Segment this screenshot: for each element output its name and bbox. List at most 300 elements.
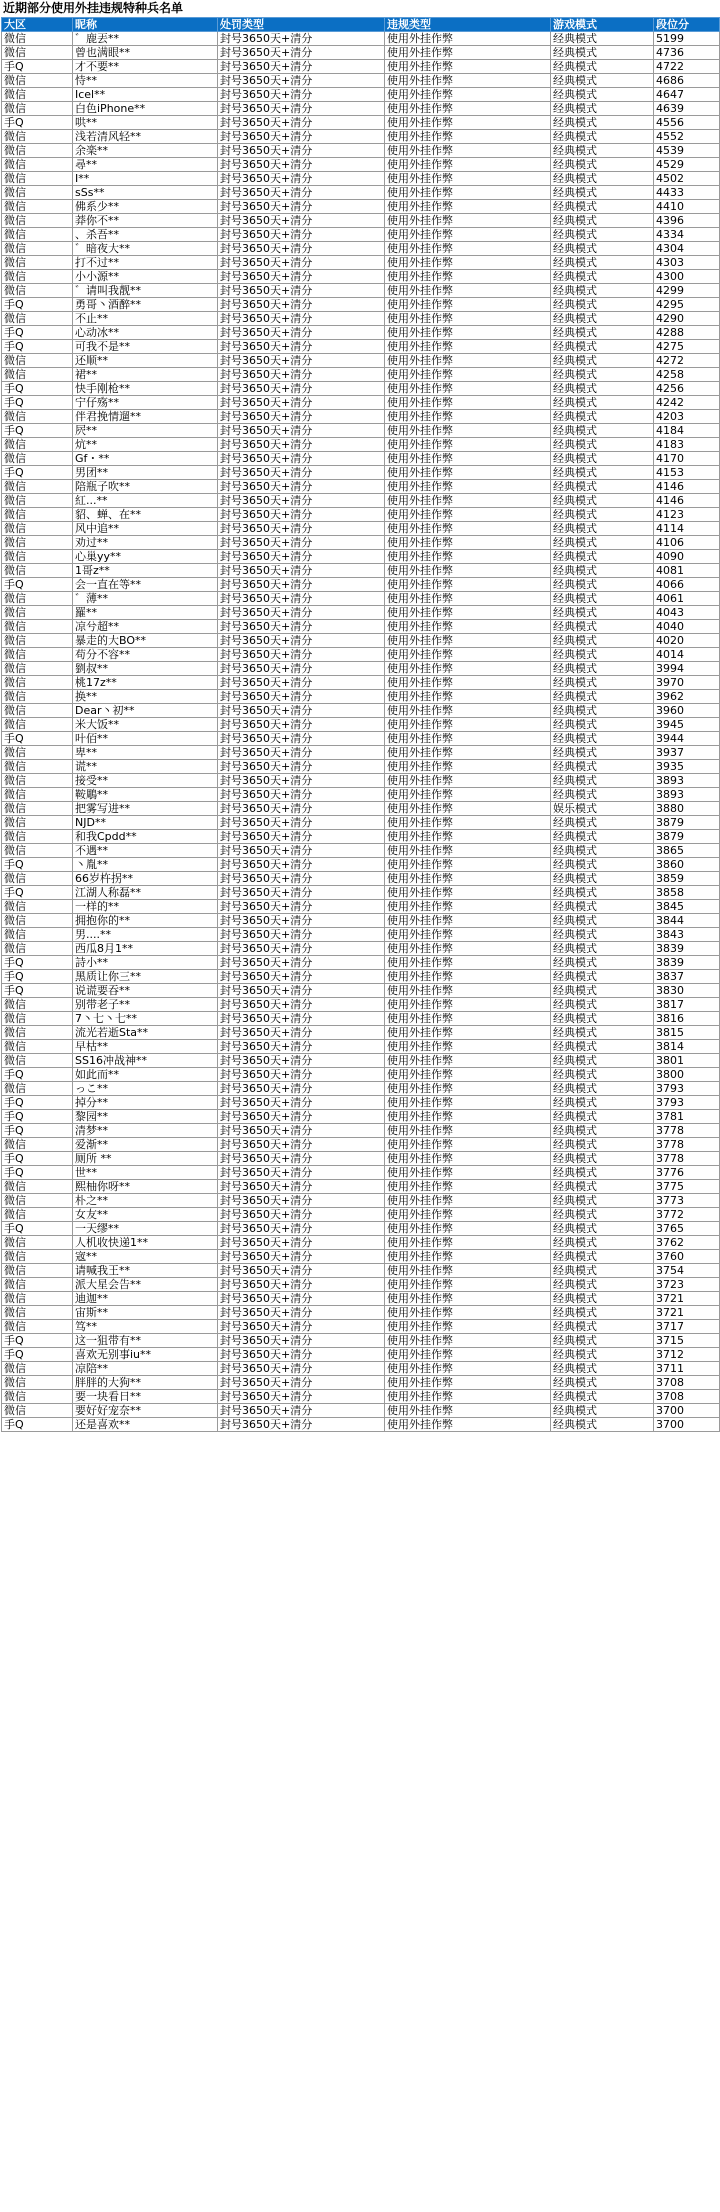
table-row	[2, 158, 720, 172]
game-mode-cell: 经典模式	[551, 1320, 654, 1334]
region-cell: 微信	[2, 928, 73, 942]
game-mode-cell: 经典模式	[551, 690, 654, 704]
region-cell: 微信	[2, 74, 73, 88]
game-mode-cell: 经典模式	[551, 452, 654, 466]
header-nickname: 昵称	[73, 18, 218, 32]
violation-type-cell: 使用外挂作弊	[385, 228, 551, 242]
region-cell: 微信	[2, 1194, 73, 1208]
nickname-cell: 要一块看日**	[73, 1390, 218, 1404]
header-region: 大区	[2, 18, 73, 32]
nickname-cell: 风中追**	[73, 522, 218, 536]
violation-type-cell: 使用外挂作弊	[385, 942, 551, 956]
penalty-type-cell: 封号3650天+清分	[218, 578, 385, 592]
penalty-type-cell: 封号3650天+清分	[218, 914, 385, 928]
game-mode-cell: 经典模式	[551, 872, 654, 886]
violation-type-cell: 使用外挂作弊	[385, 1068, 551, 1082]
region-cell: 微信	[2, 802, 73, 816]
violation-type-cell: 使用外挂作弊	[385, 1040, 551, 1054]
nickname-cell: 流光若逝Sta**	[73, 1026, 218, 1040]
penalty-type-cell: 封号3650天+清分	[218, 1376, 385, 1390]
violation-type-cell: 使用外挂作弊	[385, 648, 551, 662]
penalty-type-cell: 封号3650天+清分	[218, 312, 385, 326]
table-row	[2, 774, 720, 788]
penalty-type-cell: 封号3650天+清分	[218, 1278, 385, 1292]
region-cell: 微信	[2, 1376, 73, 1390]
table-row	[2, 1012, 720, 1026]
rank-score-cell: 4552	[654, 130, 720, 144]
violation-type-cell: 使用外挂作弊	[385, 438, 551, 452]
penalty-type-cell: 封号3650天+清分	[218, 1306, 385, 1320]
table-row	[2, 1096, 720, 1110]
rank-score-cell: 4433	[654, 186, 720, 200]
game-mode-cell: 经典模式	[551, 606, 654, 620]
game-mode-cell: 经典模式	[551, 200, 654, 214]
rank-score-cell: 3801	[654, 1054, 720, 1068]
penalty-type-cell: 封号3650天+清分	[218, 74, 385, 88]
nickname-cell: 裙**	[73, 368, 218, 382]
penalty-type-cell: 封号3650天+清分	[218, 998, 385, 1012]
nickname-cell: 莽你不**	[73, 214, 218, 228]
violation-type-cell: 使用外挂作弊	[385, 1334, 551, 1348]
table-row	[2, 46, 720, 60]
penalty-type-cell: 封号3650天+清分	[218, 354, 385, 368]
violation-type-cell: 使用外挂作弊	[385, 578, 551, 592]
table-row	[2, 228, 720, 242]
violation-type-cell: 使用外挂作弊	[385, 522, 551, 536]
penalty-type-cell: 封号3650天+清分	[218, 522, 385, 536]
game-mode-cell: 经典模式	[551, 662, 654, 676]
rank-score-cell: 4146	[654, 494, 720, 508]
violation-type-cell: 使用外挂作弊	[385, 354, 551, 368]
penalty-type-cell: 封号3650天+清分	[218, 802, 385, 816]
nickname-cell: 可我不是**	[73, 340, 218, 354]
nickname-cell: 拥抱你的**	[73, 914, 218, 928]
violation-type-cell: 使用外挂作弊	[385, 1306, 551, 1320]
nickname-cell: 叶佰**	[73, 732, 218, 746]
rank-score-cell: 4242	[654, 396, 720, 410]
nickname-cell: 迪迦**	[73, 1292, 218, 1306]
penalty-type-cell: 封号3650天+清分	[218, 662, 385, 676]
rank-score-cell: 4288	[654, 326, 720, 340]
table-row	[2, 1166, 720, 1180]
game-mode-cell: 经典模式	[551, 704, 654, 718]
rank-score-cell: 4272	[654, 354, 720, 368]
violation-type-cell: 使用外挂作弊	[385, 382, 551, 396]
game-mode-cell: 经典模式	[551, 494, 654, 508]
violation-type-cell: 使用外挂作弊	[385, 1110, 551, 1124]
game-mode-cell: 经典模式	[551, 116, 654, 130]
rank-score-cell: 3778	[654, 1138, 720, 1152]
region-cell: 微信	[2, 1390, 73, 1404]
penalty-type-cell: 封号3650天+清分	[218, 158, 385, 172]
region-cell: 微信	[2, 1362, 73, 1376]
region-cell: 微信	[2, 1082, 73, 1096]
violation-type-cell: 使用外挂作弊	[385, 718, 551, 732]
violation-type-cell: 使用外挂作弊	[385, 620, 551, 634]
region-cell: 手Q	[2, 424, 73, 438]
game-mode-cell: 经典模式	[551, 1138, 654, 1152]
region-cell: 手Q	[2, 578, 73, 592]
nickname-cell: 西瓜8月1**	[73, 942, 218, 956]
nickname-cell: 哄**	[73, 116, 218, 130]
rank-score-cell: 3723	[654, 1278, 720, 1292]
penalty-type-cell: 封号3650天+清分	[218, 326, 385, 340]
nickname-cell: 宼**	[73, 1250, 218, 1264]
rank-score-cell: 4639	[654, 102, 720, 116]
violation-type-cell: 使用外挂作弊	[385, 144, 551, 158]
game-mode-cell: 经典模式	[551, 1306, 654, 1320]
penalty-type-cell: 封号3650天+清分	[218, 1152, 385, 1166]
game-mode-cell: 经典模式	[551, 788, 654, 802]
violation-type-cell: 使用外挂作弊	[385, 802, 551, 816]
table-row	[2, 214, 720, 228]
penalty-type-cell: 封号3650天+清分	[218, 1166, 385, 1180]
table-row	[2, 718, 720, 732]
penalty-type-cell: 封号3650天+清分	[218, 1264, 385, 1278]
penalty-type-cell: 封号3650天+清分	[218, 1404, 385, 1418]
game-mode-cell: 经典模式	[551, 1096, 654, 1110]
penalty-type-cell: 封号3650天+清分	[218, 144, 385, 158]
nickname-cell: 恃**	[73, 74, 218, 88]
rank-score-cell: 4123	[654, 508, 720, 522]
nickname-cell: 劝过**	[73, 536, 218, 550]
table-row	[2, 620, 720, 634]
rank-score-cell: 3844	[654, 914, 720, 928]
rank-score-cell: 4203	[654, 410, 720, 424]
table-row	[2, 1250, 720, 1264]
region-cell: 微信	[2, 1054, 73, 1068]
region-cell: 手Q	[2, 382, 73, 396]
violation-type-cell: 使用外挂作弊	[385, 1096, 551, 1110]
penalty-type-cell: 封号3650天+清分	[218, 774, 385, 788]
penalty-type-cell: 封号3650天+清分	[218, 1348, 385, 1362]
penalty-type-cell: 封号3650天+清分	[218, 746, 385, 760]
rank-score-cell: 4184	[654, 424, 720, 438]
violation-type-cell: 使用外挂作弊	[385, 1320, 551, 1334]
region-cell: 微信	[2, 1292, 73, 1306]
violation-type-cell: 使用外挂作弊	[385, 298, 551, 312]
violation-type-cell: 使用外挂作弊	[385, 88, 551, 102]
region-cell: 微信	[2, 214, 73, 228]
rank-score-cell: 3830	[654, 984, 720, 998]
rank-score-cell: 3880	[654, 802, 720, 816]
table-row	[2, 172, 720, 186]
penalty-type-cell: 封号3650天+清分	[218, 1054, 385, 1068]
rank-score-cell: 4040	[654, 620, 720, 634]
game-mode-cell: 经典模式	[551, 130, 654, 144]
table-row	[2, 116, 720, 130]
game-mode-cell: 娱乐模式	[551, 802, 654, 816]
game-mode-cell: 经典模式	[551, 158, 654, 172]
rank-score-cell: 3865	[654, 844, 720, 858]
nickname-cell: ゛暗夜大**	[73, 242, 218, 256]
penalty-type-cell: 封号3650天+清分	[218, 340, 385, 354]
table-row	[2, 1124, 720, 1138]
nickname-cell: っこ**	[73, 1082, 218, 1096]
nickname-cell: 接受**	[73, 774, 218, 788]
game-mode-cell: 经典模式	[551, 1082, 654, 1096]
penalty-type-cell: 封号3650天+清分	[218, 1068, 385, 1082]
table-row	[2, 1110, 720, 1124]
nickname-cell: 不止**	[73, 312, 218, 326]
rank-score-cell: 4647	[654, 88, 720, 102]
violation-type-cell: 使用外挂作弊	[385, 466, 551, 480]
nickname-cell: 说谎要吞**	[73, 984, 218, 998]
nickname-cell: 打不过**	[73, 256, 218, 270]
rank-score-cell: 3773	[654, 1194, 720, 1208]
region-cell: 微信	[2, 228, 73, 242]
rank-score-cell: 3721	[654, 1306, 720, 1320]
penalty-type-cell: 封号3650天+清分	[218, 704, 385, 718]
region-cell: 手Q	[2, 1222, 73, 1236]
nickname-cell: 派大星会告**	[73, 1278, 218, 1292]
violation-type-cell: 使用外挂作弊	[385, 158, 551, 172]
violation-type-cell: 使用外挂作弊	[385, 214, 551, 228]
nickname-cell: 谎**	[73, 760, 218, 774]
violation-type-cell: 使用外挂作弊	[385, 424, 551, 438]
region-cell: 微信	[2, 256, 73, 270]
game-mode-cell: 经典模式	[551, 732, 654, 746]
game-mode-cell: 经典模式	[551, 858, 654, 872]
penalty-type-cell: 封号3650天+清分	[218, 1334, 385, 1348]
table-row	[2, 466, 720, 480]
rank-score-cell: 4539	[654, 144, 720, 158]
violation-type-cell: 使用外挂作弊	[385, 984, 551, 998]
nickname-cell: 佛系少**	[73, 200, 218, 214]
nickname-cell: 羅**	[73, 606, 218, 620]
nickname-cell: Icel**	[73, 88, 218, 102]
violation-type-cell: 使用外挂作弊	[385, 1138, 551, 1152]
nickname-cell: 白色iPhone**	[73, 102, 218, 116]
game-mode-cell: 经典模式	[551, 928, 654, 942]
game-mode-cell: 经典模式	[551, 354, 654, 368]
table-row	[2, 1194, 720, 1208]
table-row	[2, 1138, 720, 1152]
game-mode-cell: 经典模式	[551, 508, 654, 522]
region-cell: 微信	[2, 760, 73, 774]
violation-type-cell: 使用外挂作弊	[385, 634, 551, 648]
table-row	[2, 844, 720, 858]
region-cell: 微信	[2, 1012, 73, 1026]
penalty-type-cell: 封号3650天+清分	[218, 620, 385, 634]
nickname-cell: 把雾写进**	[73, 802, 218, 816]
penalty-type-cell: 封号3650天+清分	[218, 438, 385, 452]
violation-type-cell: 使用外挂作弊	[385, 46, 551, 60]
nickname-cell: 紅...**	[73, 494, 218, 508]
region-cell: 微信	[2, 368, 73, 382]
region-cell: 手Q	[2, 886, 73, 900]
rank-score-cell: 3721	[654, 1292, 720, 1306]
nickname-cell: 宙斯**	[73, 1306, 218, 1320]
region-cell: 手Q	[2, 984, 73, 998]
penalty-type-cell: 封号3650天+清分	[218, 1124, 385, 1138]
game-mode-cell: 经典模式	[551, 676, 654, 690]
rank-score-cell: 4258	[654, 368, 720, 382]
region-cell: 微信	[2, 788, 73, 802]
penalty-type-cell: 封号3650天+清分	[218, 1222, 385, 1236]
violation-type-cell: 使用外挂作弊	[385, 326, 551, 340]
table-row	[2, 858, 720, 872]
table-row	[2, 956, 720, 970]
violation-type-cell: 使用外挂作弊	[385, 1012, 551, 1026]
violation-type-cell: 使用外挂作弊	[385, 340, 551, 354]
rank-score-cell: 4043	[654, 606, 720, 620]
nickname-cell: 1哥z**	[73, 564, 218, 578]
nickname-cell: 丶胤**	[73, 858, 218, 872]
rank-score-cell: 4410	[654, 200, 720, 214]
game-mode-cell: 经典模式	[551, 32, 654, 46]
penalty-type-cell: 封号3650天+清分	[218, 480, 385, 494]
nickname-cell: 爱渐**	[73, 1138, 218, 1152]
table-row	[2, 550, 720, 564]
game-mode-cell: 经典模式	[551, 46, 654, 60]
region-cell: 微信	[2, 1278, 73, 1292]
region-cell: 微信	[2, 102, 73, 116]
penalty-type-cell: 封号3650天+清分	[218, 410, 385, 424]
region-cell: 微信	[2, 312, 73, 326]
table-row	[2, 256, 720, 270]
nickname-cell: 桃17z**	[73, 676, 218, 690]
rank-score-cell: 3816	[654, 1012, 720, 1026]
rank-score-cell: 4722	[654, 60, 720, 74]
rank-score-cell: 4090	[654, 550, 720, 564]
region-cell: 手Q	[2, 1418, 73, 1432]
penalty-type-cell: 封号3650天+清分	[218, 298, 385, 312]
rank-score-cell: 4295	[654, 298, 720, 312]
region-cell: 手Q	[2, 466, 73, 480]
penalty-type-cell: 封号3650天+清分	[218, 1236, 385, 1250]
rank-score-cell: 3960	[654, 704, 720, 718]
region-cell: 微信	[2, 1320, 73, 1334]
table-row	[2, 900, 720, 914]
game-mode-cell: 经典模式	[551, 172, 654, 186]
region-cell: 微信	[2, 130, 73, 144]
penalty-type-cell: 封号3650天+清分	[218, 872, 385, 886]
game-mode-cell: 经典模式	[551, 620, 654, 634]
table-row	[2, 886, 720, 900]
region-cell: 手Q	[2, 326, 73, 340]
table-row	[2, 270, 720, 284]
rank-score-cell: 3708	[654, 1390, 720, 1404]
game-mode-cell: 经典模式	[551, 564, 654, 578]
table-row	[2, 312, 720, 326]
penalty-type-cell: 封号3650天+清分	[218, 732, 385, 746]
region-cell: 微信	[2, 1040, 73, 1054]
nickname-cell: 貂、蝉、在**	[73, 508, 218, 522]
table-row	[2, 480, 720, 494]
game-mode-cell: 经典模式	[551, 1292, 654, 1306]
region-cell: 手Q	[2, 956, 73, 970]
violation-type-cell: 使用外挂作弊	[385, 676, 551, 690]
game-mode-cell: 经典模式	[551, 242, 654, 256]
region-cell: 微信	[2, 522, 73, 536]
region-cell: 微信	[2, 494, 73, 508]
table-row	[2, 606, 720, 620]
rank-score-cell: 3845	[654, 900, 720, 914]
game-mode-cell: 经典模式	[551, 1180, 654, 1194]
nickname-cell: 如此而**	[73, 1068, 218, 1082]
region-cell: 微信	[2, 914, 73, 928]
table-row	[2, 872, 720, 886]
table-row	[2, 438, 720, 452]
game-mode-cell: 经典模式	[551, 424, 654, 438]
nickname-cell: 、杀吾**	[73, 228, 218, 242]
nickname-cell: 还是喜欢**	[73, 1418, 218, 1432]
game-mode-cell: 经典模式	[551, 914, 654, 928]
rank-score-cell: 3717	[654, 1320, 720, 1334]
penalty-type-cell: 封号3650天+清分	[218, 592, 385, 606]
nickname-cell: ゛请叫我靓**	[73, 284, 218, 298]
nickname-cell: 陪瓶子吹**	[73, 480, 218, 494]
violation-type-cell: 使用外挂作弊	[385, 928, 551, 942]
penalty-type-cell: 封号3650天+清分	[218, 830, 385, 844]
region-cell: 手Q	[2, 1096, 73, 1110]
header-penalty-type: 处罚类型	[218, 18, 385, 32]
nickname-cell: 尋**	[73, 158, 218, 172]
nickname-cell: Ⅰ**	[73, 172, 218, 186]
violation-type-cell: 使用外挂作弊	[385, 74, 551, 88]
nickname-cell: 心巢yy**	[73, 550, 218, 564]
table-row	[2, 340, 720, 354]
table-row	[2, 704, 720, 718]
region-cell: 微信	[2, 270, 73, 284]
violation-type-cell: 使用外挂作弊	[385, 1166, 551, 1180]
table-row	[2, 130, 720, 144]
rank-score-cell: 4736	[654, 46, 720, 60]
game-mode-cell: 经典模式	[551, 1404, 654, 1418]
game-mode-cell: 经典模式	[551, 326, 654, 340]
region-cell: 微信	[2, 508, 73, 522]
table-header-row	[2, 18, 720, 32]
nickname-cell: 心动冰**	[73, 326, 218, 340]
rank-score-cell: 4303	[654, 256, 720, 270]
violation-type-cell: 使用外挂作弊	[385, 102, 551, 116]
penalty-type-cell: 封号3650天+清分	[218, 1180, 385, 1194]
table-row	[2, 676, 720, 690]
violation-type-cell: 使用外挂作弊	[385, 1194, 551, 1208]
rank-score-cell: 3962	[654, 690, 720, 704]
nickname-cell: 凉陪**	[73, 1362, 218, 1376]
header-violation-type: 违规类型	[385, 18, 551, 32]
table-row	[2, 1236, 720, 1250]
rank-score-cell: 4396	[654, 214, 720, 228]
rank-score-cell: 4153	[654, 466, 720, 480]
violation-type-cell: 使用外挂作弊	[385, 1054, 551, 1068]
region-cell: 微信	[2, 942, 73, 956]
table-row	[2, 326, 720, 340]
rank-score-cell: 4014	[654, 648, 720, 662]
violation-type-cell: 使用外挂作弊	[385, 1278, 551, 1292]
rank-score-cell: 4081	[654, 564, 720, 578]
region-cell: 微信	[2, 158, 73, 172]
rank-score-cell: 3700	[654, 1404, 720, 1418]
table-row	[2, 410, 720, 424]
table-row	[2, 830, 720, 844]
penalty-type-cell: 封号3650天+清分	[218, 536, 385, 550]
rank-score-cell: 4020	[654, 634, 720, 648]
region-cell: 微信	[2, 1026, 73, 1040]
game-mode-cell: 经典模式	[551, 284, 654, 298]
penalty-type-cell: 封号3650天+清分	[218, 382, 385, 396]
penalty-type-cell: 封号3650天+清分	[218, 284, 385, 298]
rank-score-cell: 3937	[654, 746, 720, 760]
violation-type-cell: 使用外挂作弊	[385, 746, 551, 760]
violation-type-cell: 使用外挂作弊	[385, 116, 551, 130]
nickname-cell: 屄**	[73, 424, 218, 438]
table-row	[2, 564, 720, 578]
rank-score-cell: 3944	[654, 732, 720, 746]
game-mode-cell: 经典模式	[551, 410, 654, 424]
